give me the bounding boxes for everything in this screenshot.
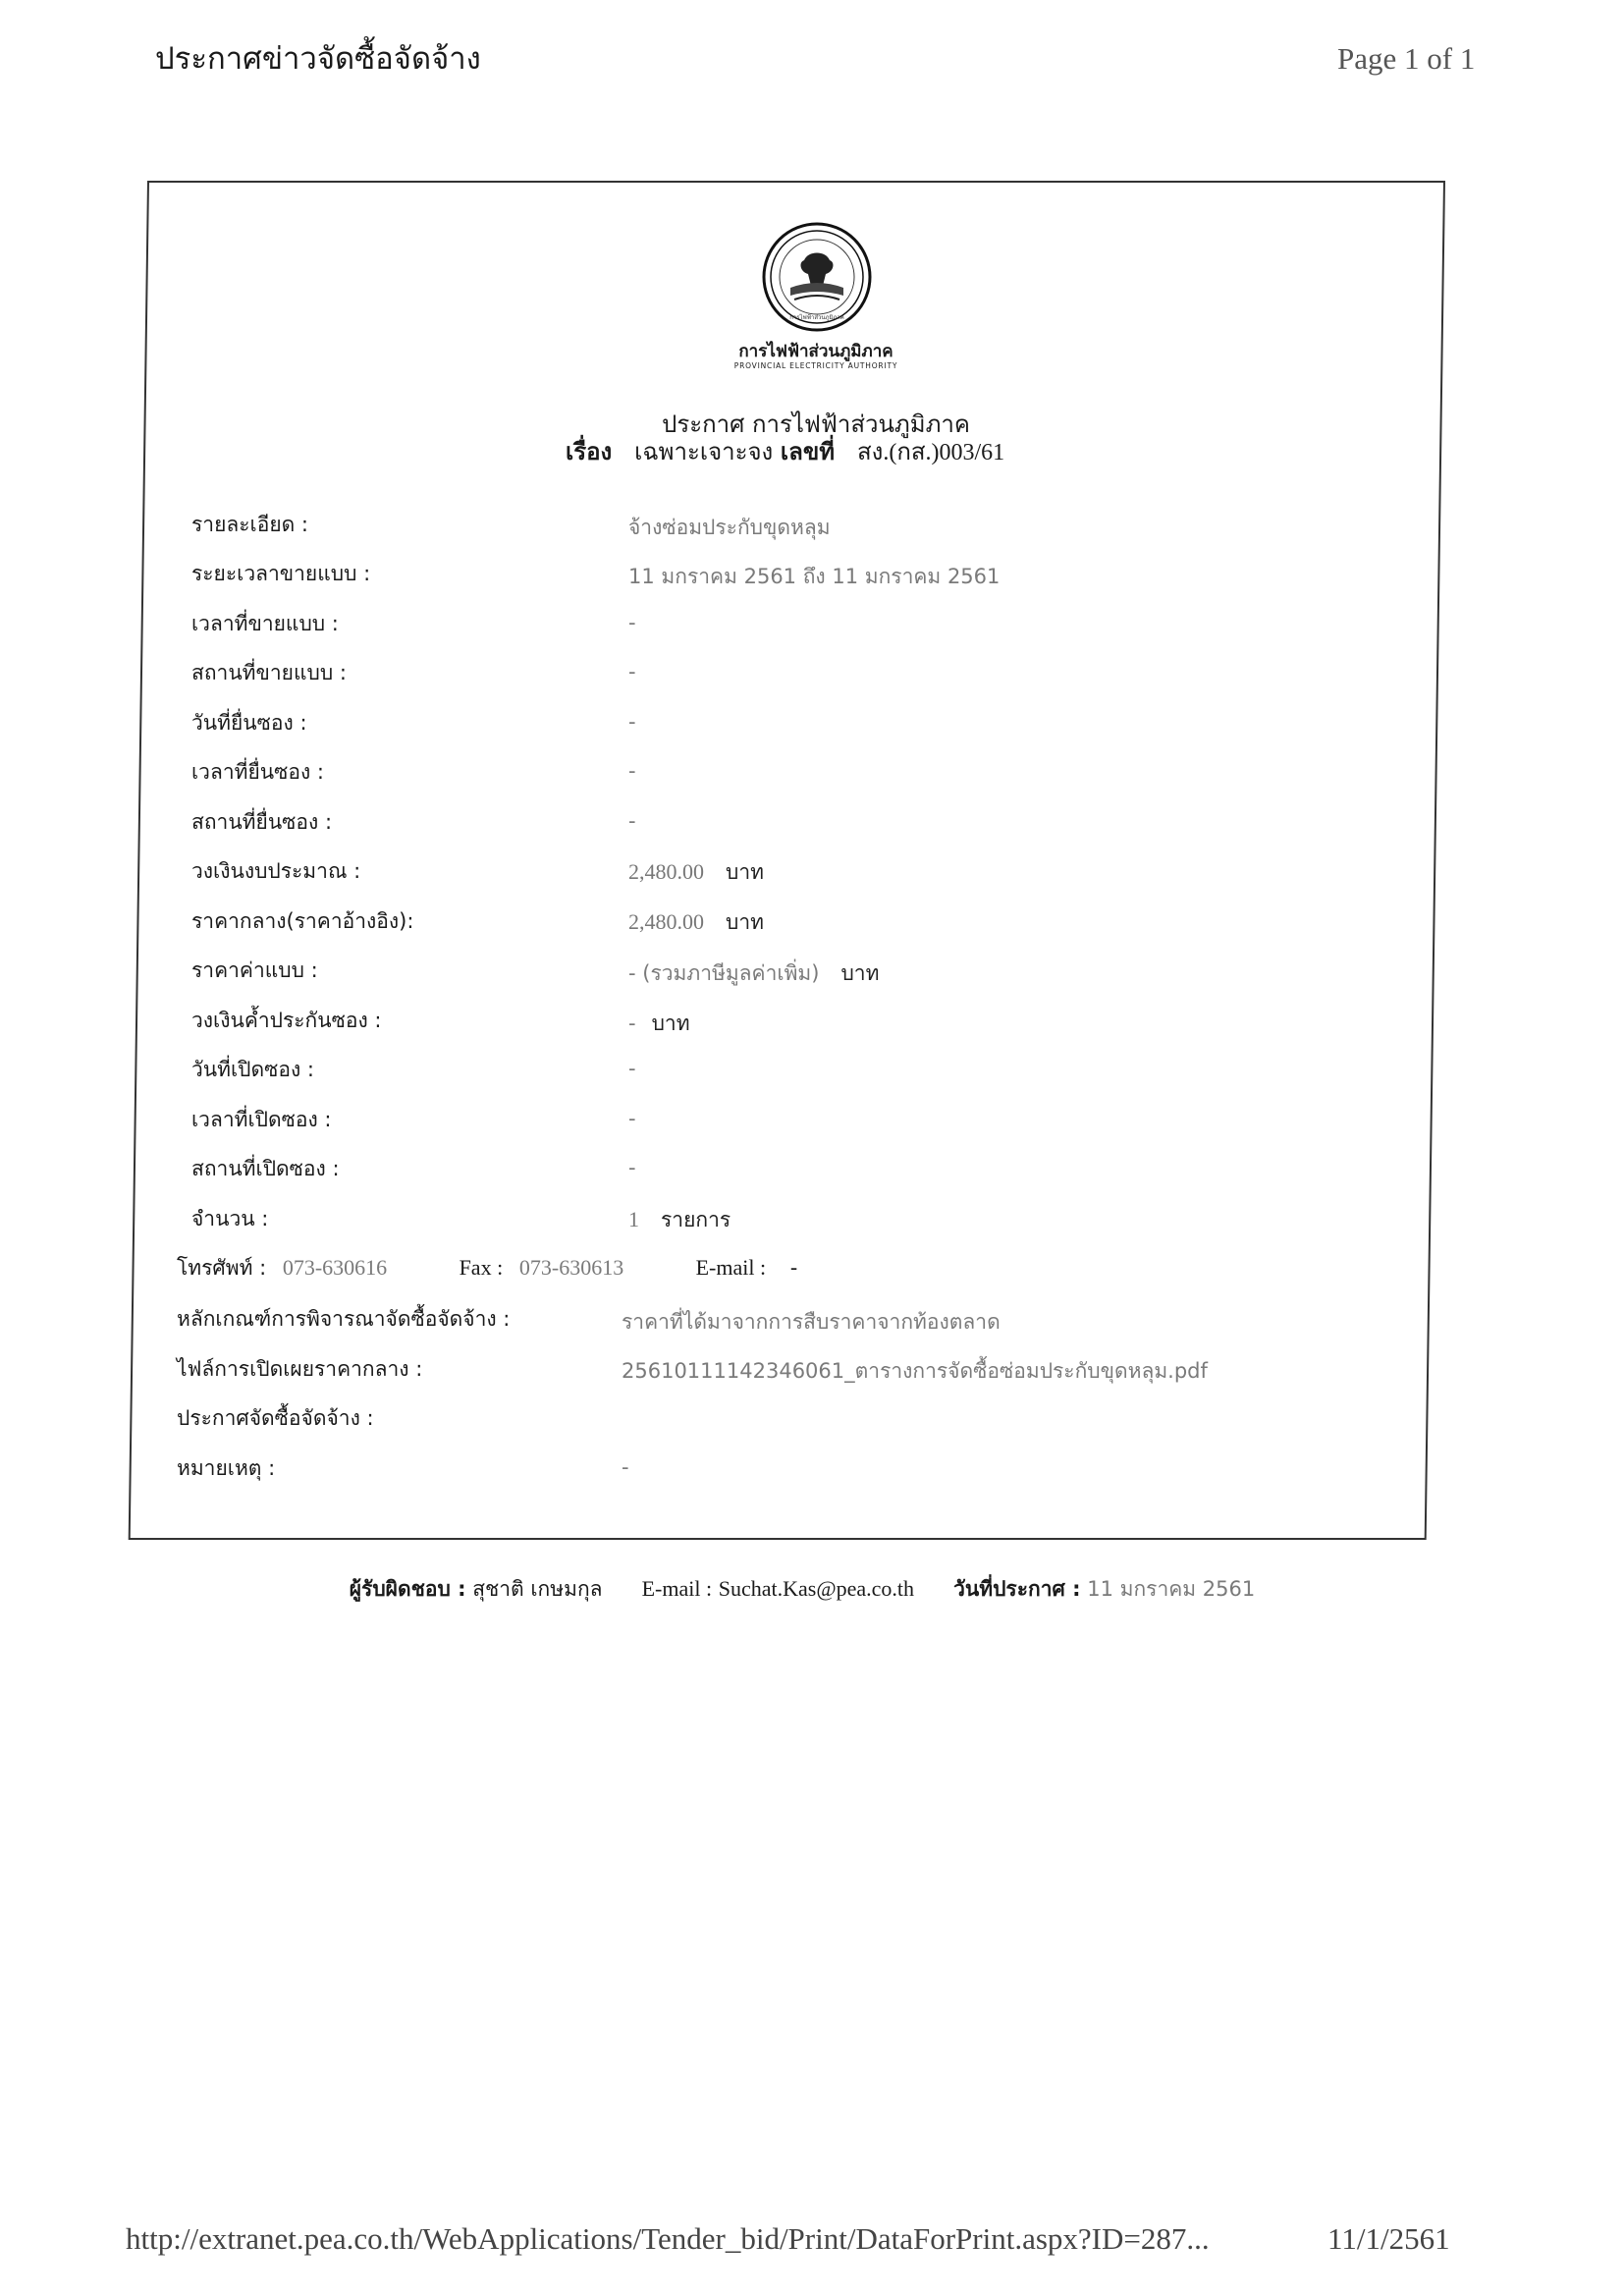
print-footer-date: 11/1/2561 (1327, 2221, 1450, 2256)
announce-date: 11 มกราคม 2561 (1087, 1577, 1256, 1601)
field-label-median-price-file: ไฟล์การเปิดเผยราคากลาง : (177, 1357, 423, 1381)
seal-text: การไฟฟ้าส่วนภูมิภาค (789, 314, 844, 321)
field-label-document-price: ราคาค่าแบบ : (191, 958, 318, 982)
email-value: - (789, 1256, 798, 1280)
field-label-detail: รายละเอียด : (191, 513, 309, 536)
phone-value: 073-630616 (282, 1255, 388, 1280)
field-value-remark: - (622, 1455, 629, 1479)
org-name-thai: การไฟฟ้าส่วนภูมิภาค (738, 342, 893, 361)
field-label-median-price: ราคากลาง(ราคาอ้างอิง): (191, 909, 414, 933)
pea-seal-logo (761, 221, 873, 333)
field-label-remark: หมายเหตุ : (177, 1456, 276, 1480)
field-label-submit-time: เวลาที่ยื่นซอง : (191, 760, 325, 784)
field-label-sale-place: สถานที่ขายแบบ : (191, 661, 347, 684)
field-label-open-place: สถานที่เปิดซอง : (191, 1157, 340, 1180)
field-label-sale-period: ระยะเวลาขายแบบ : (191, 562, 371, 585)
field-label-budget: วงเงินงบประมาณ : (191, 859, 361, 883)
announcement-subject (566, 432, 1004, 470)
field-label-bid-guarantee: วงเงินค้ำประกันซอง : (191, 1009, 382, 1032)
field-label-open-time: เวลาที่เปิดซอง : (191, 1108, 332, 1131)
field-value-quantity: 1 รายการ (628, 1207, 731, 1231)
field-value-sale-place: - (628, 660, 636, 683)
announcement-title: ประกาศ การไฟฟ้าส่วนภูมิภาค (662, 410, 970, 438)
field-value-sale-period: 11 มกราคม 2561 ถึง 11 มกราคม 2561 (628, 565, 1001, 588)
phone-label: โทรศัพท์ : (177, 1256, 267, 1280)
contact-row (177, 1252, 797, 1285)
field-value-submit-place: - (628, 809, 636, 833)
field-label-criteria: หลักเกณฑ์การพิจารณาจัดซื้อจัดจ้าง : (177, 1307, 511, 1331)
field-label-sale-time: เวลาที่ขายแบบ : (191, 612, 339, 635)
field-label-quantity: จำนวน : (191, 1207, 269, 1230)
email-label: E-mail : (695, 1255, 767, 1280)
field-value-budget: 2,480.00 บาท (628, 859, 764, 884)
field-value-bid-guarantee: - บาท (628, 1011, 690, 1035)
field-value-submit-date: - (628, 710, 636, 734)
responsible-name: สุชาติ เกษมกุล (472, 1577, 603, 1601)
field-value-criteria: ราคาที่ได้มาจากการสืบราคาจากท้องตลาด (622, 1310, 1001, 1334)
field-value-sale-time: - (628, 611, 636, 634)
responsible-footer (0, 1573, 1624, 1606)
field-value-median-price-file[interactable]: 25610111142346061_ตารางการจัดซื้อซ่อมประกับขุดหลุม.pdf (622, 1359, 1208, 1383)
footer-email-label: E-mail : (641, 1576, 713, 1601)
fax-label: Fax : (459, 1255, 504, 1280)
announcement-number: สง.(กส.)003/61 (856, 440, 1005, 465)
field-label-open-date: วันที่เปิดซอง : (191, 1058, 315, 1081)
field-value-open-date: - (628, 1057, 636, 1080)
announce-date-label: วันที่ประกาศ : (953, 1577, 1081, 1601)
field-value-detail: จ้างซ่อมประกับขุดหลุม (628, 516, 831, 539)
field-value-submit-time: - (628, 759, 636, 783)
print-page-number: Page 1 of 1 (1337, 41, 1476, 76)
print-header-title: ประกาศข่าวจัดซื้อจัดจ้าง (155, 41, 481, 77)
org-name-english: PROVINCIAL ELECTRICITY AUTHORITY (733, 361, 898, 370)
fax-value: 073-630613 (518, 1255, 624, 1280)
field-label-submit-date: วันที่ยื่นซอง : (191, 711, 307, 735)
field-value-open-place: - (628, 1156, 636, 1179)
footer-email: Suchat.Kas@pea.co.th (718, 1576, 915, 1601)
field-value-document-price: - (รวมภาษีมูลค่าเพิ่ม) บาท (628, 961, 880, 985)
field-value-median-price: 2,480.00 บาท (628, 909, 764, 934)
procurement-method: เฉพาะเจาะจง (634, 438, 774, 465)
field-label-submit-place: สถานที่ยื่นซอง : (191, 810, 333, 834)
print-footer-url: http://extranet.pea.co.th/WebApplications/Tender_bid/Print/DataForPrint.aspx?ID=287... (126, 2221, 1210, 2256)
number-label: เลขที่ (780, 438, 836, 465)
responsible-label: ผู้รับผิดชอบ : (349, 1577, 466, 1601)
subject-label: เรื่อง (566, 438, 613, 465)
field-value-open-time: - (628, 1107, 636, 1130)
field-label-procurement-notice: ประกาศจัดซื้อจัดจ้าง : (177, 1406, 374, 1430)
